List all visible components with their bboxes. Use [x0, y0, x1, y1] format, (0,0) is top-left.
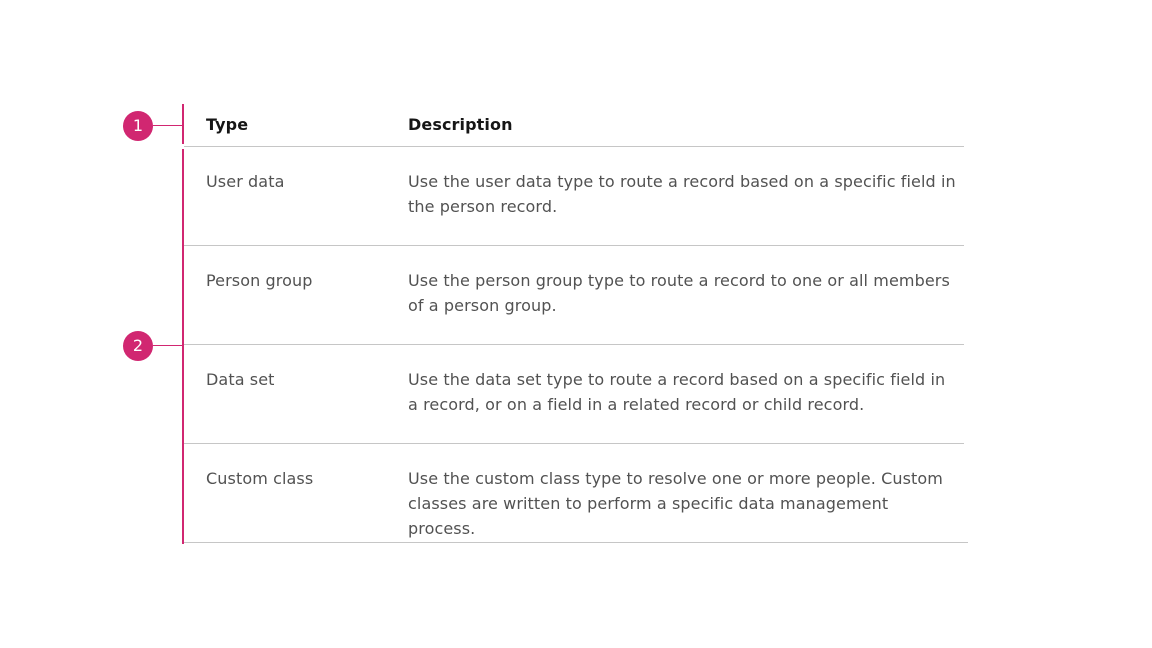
column-header-description: Description	[408, 115, 513, 134]
cell-description: Use the data set type to route a record based on a specific field in a record, or on a field in a related record or child record.	[408, 370, 946, 414]
table-row	[184, 345, 964, 444]
callout-connector-2	[153, 345, 183, 346]
table-header-row	[184, 104, 964, 147]
table-row	[184, 444, 968, 543]
cell-type: Person group	[206, 271, 313, 290]
cell-type: Data set	[206, 370, 275, 389]
cell-description: Use the person group type to route a record to one or all members of a person group.	[408, 271, 950, 315]
column-header-type: Type	[206, 115, 249, 134]
table-row	[184, 147, 964, 246]
callout-connector-1	[153, 125, 183, 126]
data-table	[184, 104, 964, 543]
cell-type: Custom class	[206, 469, 314, 488]
callout-badge-2: 2	[123, 331, 153, 361]
callout-badge-1: 1	[123, 111, 153, 141]
cell-description: Use the custom class type to resolve one or more people. Custom classes are written to perform a specific data management process.	[408, 469, 943, 538]
table-row	[184, 246, 964, 345]
cell-description: Use the user data type to route a record based on a specific field in the person record.	[408, 172, 956, 216]
cell-type: User data	[206, 172, 285, 191]
